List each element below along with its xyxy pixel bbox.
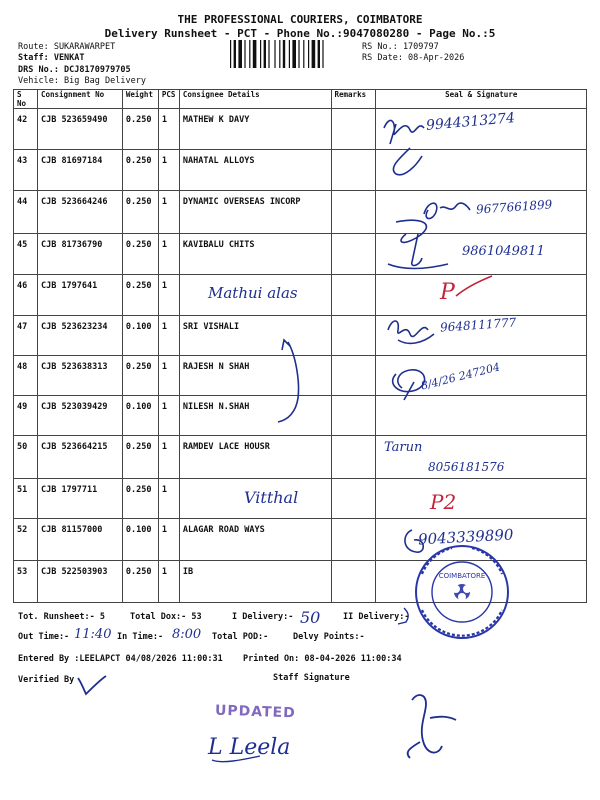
cell-sno: 51 <box>14 479 38 519</box>
hw-row42-phone: 9944313274 <box>425 110 516 134</box>
hw-verifier: L Leela <box>208 735 291 760</box>
office-seal <box>416 546 508 638</box>
hw-row50-phone: 8056181576 <box>428 460 505 474</box>
cell-weight: 0.250 <box>122 191 158 234</box>
updated-stamp: UPDATED <box>214 702 296 722</box>
cell-pcs: 1 <box>158 561 179 603</box>
cell-weight: 0.100 <box>122 396 158 436</box>
rs-date: RS Date: 08-Apr-2026 <box>362 53 465 63</box>
hw-row51-name: Vitthal <box>244 488 299 507</box>
hw-row48-note: 8/4/26 247204 <box>419 360 502 393</box>
col-weight: Weight <box>122 90 158 109</box>
sig-row46-red <box>456 276 492 296</box>
staff-signature-mark <box>408 695 456 758</box>
cell-weight: 0.250 <box>122 275 158 316</box>
sig-row47 <box>388 321 434 343</box>
cell-consignment: CJB 81157000 <box>37 519 122 561</box>
cell-consignee: MATHEW K DAVY <box>179 109 331 150</box>
ii-delivery-mark <box>398 608 408 624</box>
cell-consignment: CJB 522503903 <box>37 561 122 603</box>
cell-weight: 0.250 <box>122 561 158 603</box>
sig-bracket <box>278 340 299 422</box>
total-pod: Total POD:- <box>212 632 269 642</box>
cell-weight: 0.100 <box>122 316 158 356</box>
cell-consignee: RAMDEV LACE HOUSR <box>179 436 331 479</box>
cell-weight: 0.100 <box>122 519 158 561</box>
col-consignee: Consignee Details <box>179 90 331 109</box>
cell-consignee: NAHATAL ALLOYS <box>179 150 331 191</box>
hw-row52-phone: 9043339890 <box>417 525 514 549</box>
hw-row46-name: Mathui alas <box>208 284 298 302</box>
staff-signature: Staff Signature <box>273 673 350 683</box>
col-seal: Seal & Signature <box>376 90 587 109</box>
cell-consignment: CJB 1797641 <box>37 275 122 316</box>
cell-sno: 42 <box>14 109 38 150</box>
cell-sno: 52 <box>14 519 38 561</box>
cell-weight: 0.250 <box>122 436 158 479</box>
col-remarks: Remarks <box>331 90 376 109</box>
cell-weight: 0.250 <box>122 109 158 150</box>
vehicle: Vehicle: Big Bag Delivery <box>18 76 146 86</box>
cell-consignment: CJB 1797711 <box>37 479 122 519</box>
cell-weight: 0.250 <box>122 234 158 275</box>
sig-row48 <box>393 370 425 400</box>
hw-out-time: 11:40 <box>74 627 112 642</box>
hw-row46-mark: P <box>440 280 455 305</box>
company-title: THE PROFESSIONAL COURIERS, COIMBATORE <box>177 13 423 26</box>
hw-row44-phone: 9677661899 <box>475 197 553 217</box>
cell-pcs: 1 <box>158 479 179 519</box>
cell-consignee: RAJESH N SHAH <box>179 356 331 396</box>
cell-consignment: CJB 523664215 <box>37 436 122 479</box>
hw-in-time: 8:00 <box>172 627 202 642</box>
cell-sno: 53 <box>14 561 38 603</box>
cell-sno: 47 <box>14 316 38 356</box>
verified-by: Verified By <box>18 675 75 685</box>
cell-consignee: ALAGAR ROAD WAYS <box>179 519 331 561</box>
hw-row45-phone: 9861049811 <box>462 244 545 259</box>
tot-runsheet: Tot. Runsheet:- 5 <box>18 612 105 622</box>
cell-consignee: SRI VISHALI <box>179 316 331 356</box>
cell-sno: 50 <box>14 436 38 479</box>
seal-city: COIMBATORE <box>438 572 486 580</box>
cell-consignment: CJB 523039429 <box>37 396 122 436</box>
cell-sno: 48 <box>14 356 38 396</box>
col-sno: S No <box>14 90 38 109</box>
hw-row51-mark: P2 <box>430 490 457 514</box>
cell-pcs: 1 <box>158 436 179 479</box>
cell-weight: 0.250 <box>122 356 158 396</box>
cell-consignment: CJB 523664246 <box>37 191 122 234</box>
col-pcs: PCS <box>158 90 179 109</box>
cell-sno: 44 <box>14 191 38 234</box>
sig-row42 <box>384 120 424 174</box>
cell-pcs: 1 <box>158 191 179 234</box>
entered-by: Entered By :LEELAPCT 04/08/2026 11:00:31 <box>18 654 223 664</box>
cell-consignment: CJB 523659490 <box>37 109 122 150</box>
cell-sno: 49 <box>14 396 38 436</box>
out-time: Out Time:- <box>18 632 70 642</box>
cell-sno: 45 <box>14 234 38 275</box>
sig-row52 <box>405 530 423 552</box>
cell-sno: 46 <box>14 275 38 316</box>
printed-on: Printed On: 08-04-2026 11:00:34 <box>243 654 402 664</box>
cell-pcs: 1 <box>158 356 179 396</box>
total-dox: Total Dox:- 53 <box>130 612 202 622</box>
cell-consignment: CJB 523623234 <box>37 316 122 356</box>
verifier-underline <box>212 756 260 762</box>
i-delivery: I Delivery:- <box>232 612 294 622</box>
hw-row47-phone: 9648111777 <box>439 315 517 335</box>
cell-sno: 43 <box>14 150 38 191</box>
sig-row45 <box>388 220 448 268</box>
cell-pcs: 1 <box>158 519 179 561</box>
cell-pcs: 1 <box>158 316 179 356</box>
cell-pcs: 1 <box>158 275 179 316</box>
cell-pcs: 1 <box>158 396 179 436</box>
cell-consignee: IB <box>179 561 331 603</box>
cell-consignee: DYNAMIC OVERSEAS INCORP <box>179 191 331 234</box>
cell-consignee: NILESH N.SHAH <box>179 396 331 436</box>
rs-number: RS No.: 1709797 <box>362 42 439 52</box>
drs-number: DRS No.: DCJ8170979705 <box>18 65 131 75</box>
cell-pcs: 1 <box>158 150 179 191</box>
delvy-points: Delvy Points:- <box>293 632 365 642</box>
hw-row50-name: Tarun <box>384 440 423 455</box>
cell-pcs: 1 <box>158 234 179 275</box>
cell-consignment: CJB 523638313 <box>37 356 122 396</box>
cell-consignment: CJB 81697184 <box>37 150 122 191</box>
route: Route: SUKARAWARPET <box>18 42 116 52</box>
cell-weight: 0.250 <box>122 479 158 519</box>
staff: Staff: VENKAT <box>18 53 85 63</box>
in-time: In Time:- <box>117 632 164 642</box>
cell-consignee: KAVIBALU CHITS <box>179 234 331 275</box>
cell-weight: 0.250 <box>122 150 158 191</box>
col-consignment: Consignment No <box>37 90 122 109</box>
runsheet-subtitle: Delivery Runsheet - PCT - Phone No.:9047080280 - Page No.:5 <box>104 27 496 40</box>
verified-check <box>78 676 106 694</box>
hw-i-delivery: 50 <box>300 608 321 627</box>
cell-pcs: 1 <box>158 109 179 150</box>
sig-row44 <box>424 203 470 219</box>
ii-delivery: II Delivery:- <box>343 612 410 622</box>
cell-consignment: CJB 81736790 <box>37 234 122 275</box>
